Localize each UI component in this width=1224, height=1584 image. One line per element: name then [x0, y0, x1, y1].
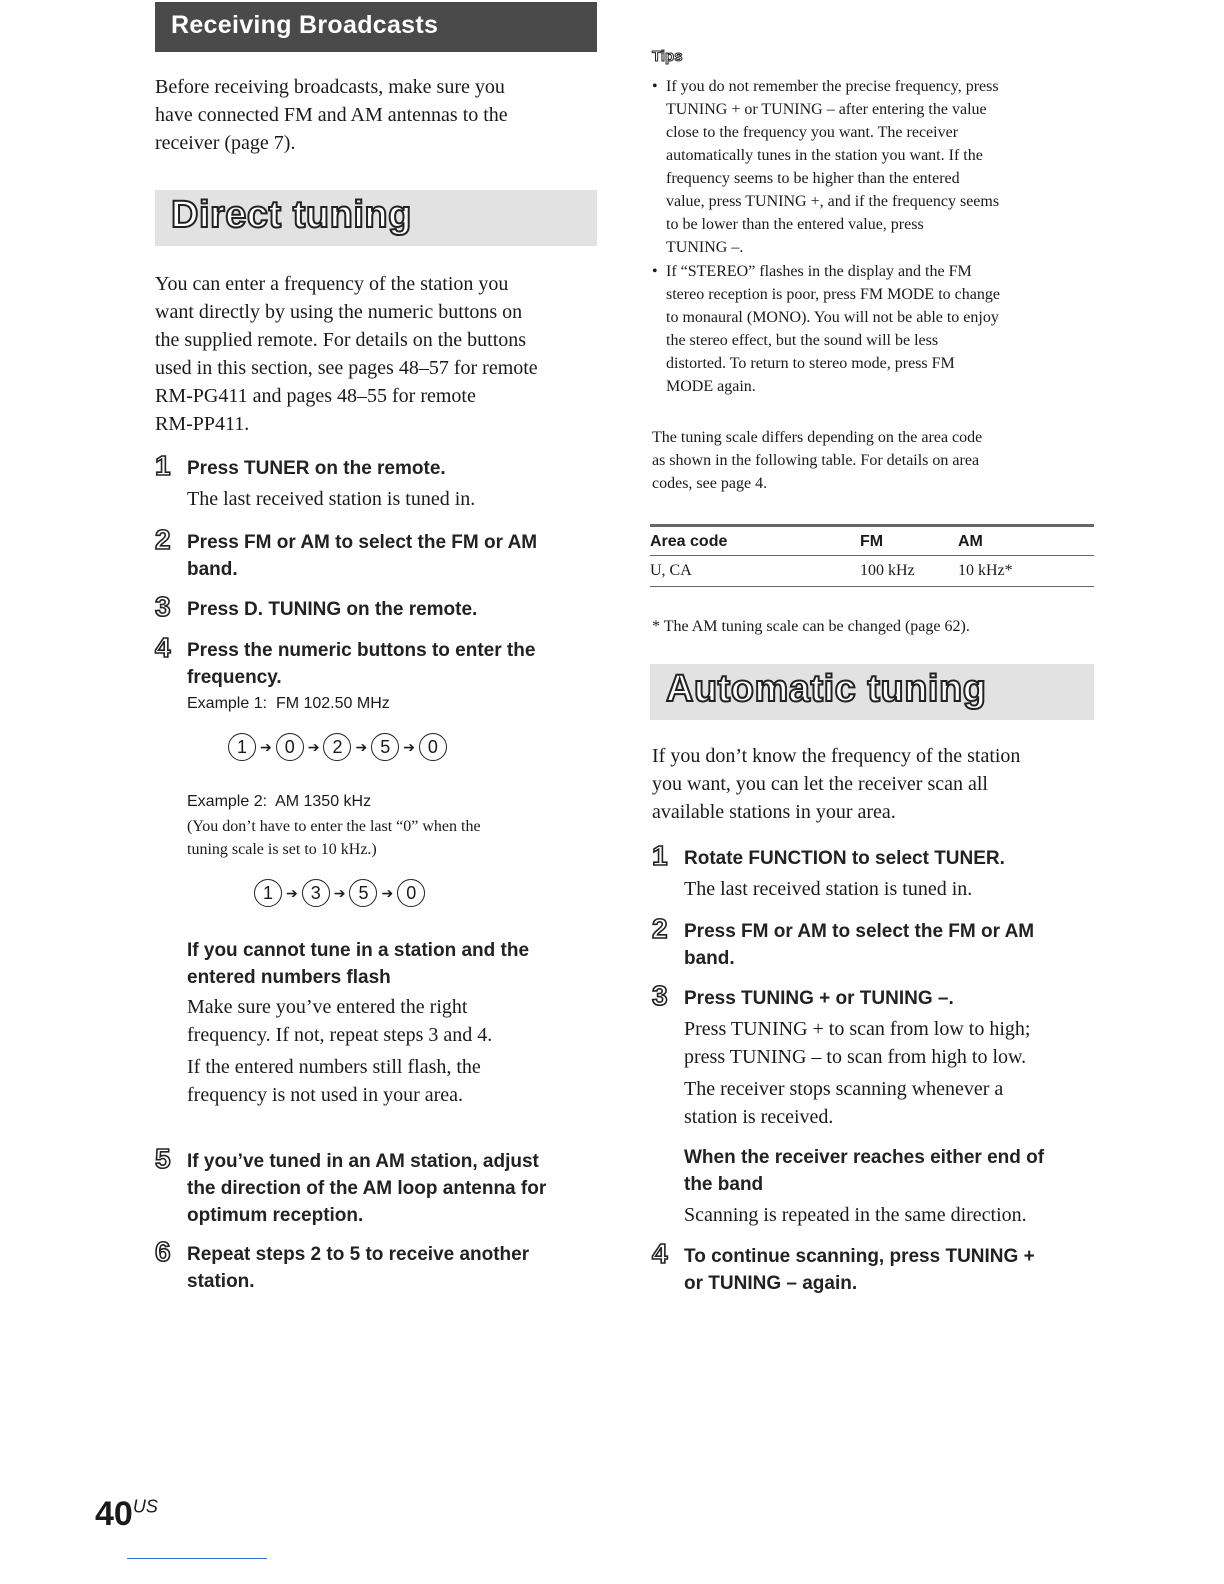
numeric-key: 2 — [323, 733, 351, 761]
example-1: Example 1: FM 102.50 MHz — [187, 695, 390, 712]
direct-step-1: 1 Press TUNER on the remote. — [155, 450, 446, 481]
arrow-icon: ➔ — [403, 738, 415, 755]
section-header — [155, 2, 597, 52]
bullet-icon: • — [652, 263, 658, 280]
numeric-key: 3 — [302, 879, 330, 907]
tips-title: Tips — [652, 48, 683, 65]
table-header-fm: FM — [860, 526, 958, 556]
page-number: $40^{US}$ — [95, 1495, 158, 1533]
auto-step-1: 1 Rotate FUNCTION to select TUNER. — [652, 840, 1005, 871]
direct-step-3: 3 Press D. TUNING on the remote. — [155, 591, 478, 622]
bullet-icon: • — [652, 78, 658, 95]
direct-step-2: 2 Press FM or AM to select the FM or AM band. — [155, 524, 538, 580]
arrow-icon: ➔ — [260, 738, 272, 755]
arrow-icon: ➔ — [355, 738, 368, 755]
automatic-tuning-body: If you don’t know the frequency of the station you want, you can let the receiver scan all available stations in your area. — [652, 745, 1021, 823]
cannot-tune-text: Make sure you’ve entered the right frequency. If not, repeat steps 3 and 4. If the entered numbers still flash, the frequency is not used in your area. — [187, 996, 493, 1106]
table-header-area: Area code — [650, 526, 860, 556]
band-end-text: Scanning is repeated in the same direction. — [684, 1204, 1027, 1226]
table-footnote: * The AM tuning scale can be changed (page 62). — [652, 618, 970, 635]
area-code-table — [650, 524, 1094, 587]
direct-tuning-body: You can enter a frequency of the station you want directly by using the numeric buttons on the supplied remote. For details on the buttons used in this section, see pages 48–57 for remote RM-PG411 and pages 48–55 for remote RM-PP411. — [155, 273, 538, 435]
tip-1: • If you do not remember the precise frequency, press TUNING + or TUNING – after entering the value close to the frequency you want. The receiver automatically tunes in the station you want. If the frequency seems to be higher than the entered value, press TUNING +, and if the frequency seems to be lower than the entered value, press TUNING –. — [652, 75, 1102, 259]
auto-step-4: 4 To continue scanning, press TUNING + or TUNING – again. — [652, 1238, 1035, 1294]
numeric-key: 1 — [254, 879, 282, 907]
automatic-tuning-heading: Automatic tuning — [650, 664, 1094, 720]
numeric-key: 0 — [419, 733, 447, 761]
tip-2: • If “STEREO” flashes in the display and the FM stereo reception is poor, press FM MODE to change to monaural (MONO). You will not be able to enjoy the stereo effect, but the sound will be less distorted. To return to stereo mode, press FM MODE again. — [652, 260, 1102, 398]
intro-paragraph: Before receiving broadcasts, make sure you have connected FM and AM antennas to the receiver (page 7). — [155, 76, 508, 154]
direct-tuning-heading: Direct tuning — [155, 190, 597, 246]
auto-step-2: 2 Press FM or AM to select the FM or AM band. — [652, 913, 1035, 969]
direct-step-4: 4 Press the numeric buttons to enter the frequency. — [155, 632, 536, 688]
auto-step-1-note: The last received station is tuned in. — [684, 878, 973, 900]
tuning-scale-note: The tuning scale differs depending on the area code as shown in the following table. For details on area codes, see page 4. — [652, 429, 983, 492]
example-1-key-sequence — [228, 733, 447, 761]
numeric-key: 0 — [397, 879, 425, 907]
numeric-key: 0 — [276, 733, 304, 761]
arrow-icon: ➔ — [286, 884, 298, 901]
auto-step-3-text: Press TUNING + to scan from low to high; press TUNING – to scan from high to low. The receiver stops scanning whenever a station is received. — [684, 1018, 1031, 1128]
header-title: Receiving Broadcasts — [171, 11, 439, 39]
band-end-subheading: When the receiver reaches either end of the band — [684, 1147, 1045, 1195]
example-2: Example 2: AM 1350 kHz — [187, 793, 372, 810]
direct-step-6: 6 Repeat steps 2 to 5 to receive another station. — [155, 1236, 530, 1292]
arrow-icon: ➔ — [381, 884, 394, 901]
direct-step-5: 5 If you’ve tuned in an AM station, adjust the direction of the AM loop antenna for optimum reception. — [155, 1143, 547, 1226]
table-header-am: AM — [958, 526, 1094, 556]
direct-step-1-note: The last received station is tuned in. — [187, 488, 476, 510]
example-2-key-sequence — [254, 879, 425, 907]
numeric-key: 1 — [228, 733, 256, 761]
arrow-icon: ➔ — [307, 738, 320, 755]
numeric-key: 5 — [371, 733, 399, 761]
footer-rule — [127, 1558, 267, 1559]
example-2-note: (You don’t have to enter the last “0” when the tuning scale is set to 10 kHz.) — [187, 818, 481, 858]
cannot-tune-subheading: If you cannot tune in a station and the entered numbers flash — [187, 940, 530, 988]
table-row: U, CA 100 kHz 10 kHz* — [650, 556, 1094, 587]
auto-step-3: 3 Press TUNING + or TUNING –. — [652, 980, 954, 1011]
arrow-icon: ➔ — [333, 884, 346, 901]
numeric-key: 5 — [349, 879, 377, 907]
